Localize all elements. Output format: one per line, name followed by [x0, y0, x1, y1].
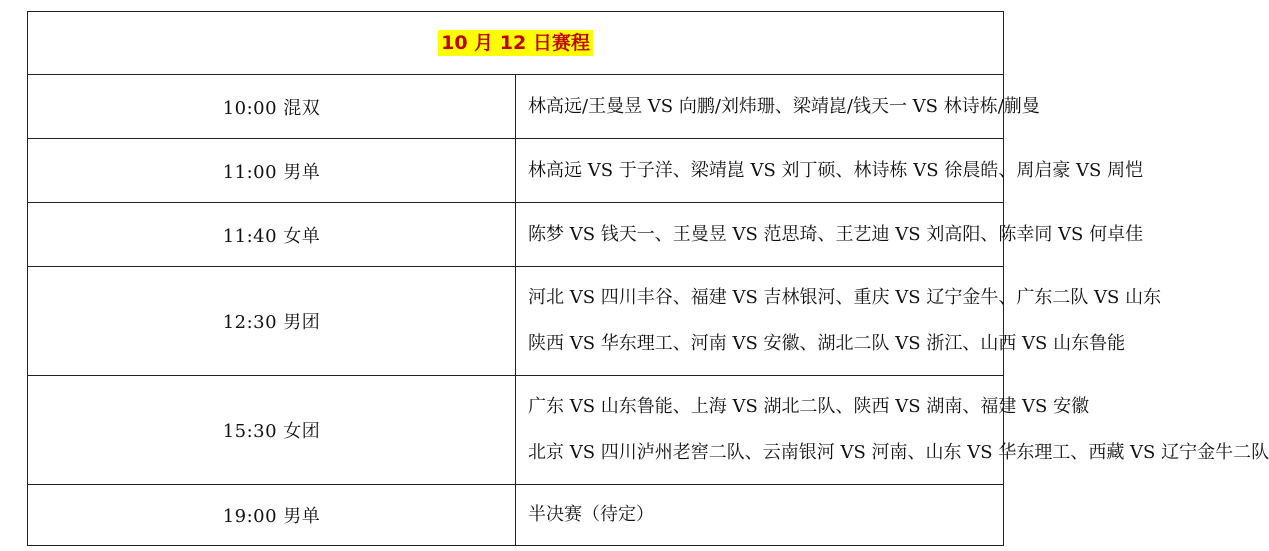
table-row — [28, 75, 1004, 139]
time-event-cell — [28, 485, 516, 546]
table-row — [28, 485, 1004, 546]
title-row — [28, 12, 1004, 75]
matches-cell — [516, 376, 1269, 485]
time-event-label: 10:00 混双 — [222, 97, 321, 119]
time-event-label: 11:00 男单 — [222, 161, 321, 183]
time-event-cell — [28, 203, 516, 267]
schedule-title: 10 月 12 日赛程 — [438, 30, 593, 56]
time-event-label: 12:30 男团 — [222, 312, 321, 333]
matches-cell — [516, 203, 1144, 267]
match-line: 半决赛（待定） — [528, 504, 654, 525]
time-event-cell — [28, 267, 516, 376]
match-line: 河北 VS 四川丰谷、福建 VS 吉林银河、重庆 VS 辽宁金牛、广东二队 VS 山东 — [528, 287, 1162, 308]
table-row — [28, 139, 1004, 203]
time-event-cell — [28, 75, 516, 139]
match-line: 林高远/王曼昱 VS 向鹏/刘炜珊、梁靖崑/钱天一 VS 林诗栋/蒯曼 — [528, 95, 1040, 117]
matches-cell — [516, 139, 1144, 203]
match-line: 陈梦 VS 钱天一、王曼昱 VS 范思琦、王艺迪 VS 刘高阳、陈幸同 VS 何卓佳 — [528, 223, 1144, 245]
match-line: 林高远 VS 于子洋、梁靖崑 VS 刘丁硕、林诗栋 VS 徐晨皓、周启豪 VS 周恺 — [528, 159, 1144, 181]
match-line: 北京 VS 四川泸州老窖二队、云南银河 VS 河南、山东 VS 华东理工、西藏 VS 辽宁金牛二队 — [528, 442, 1269, 463]
match-line: 广东 VS 山东鲁能、上海 VS 湖北二队、陕西 VS 湖南、福建 VS 安徽 — [528, 396, 1090, 417]
match-line: 陕西 VS 华东理工、河南 VS 安徽、湖北二队 VS 浙江、山西 VS 山东鲁能 — [528, 333, 1126, 354]
time-event-cell — [28, 376, 516, 485]
table-row — [28, 267, 1004, 376]
time-event-label: 19:00 男单 — [222, 506, 321, 527]
matches-cell — [516, 75, 1040, 139]
time-event-cell — [28, 139, 516, 203]
title-cell — [28, 12, 1004, 75]
schedule-table — [27, 11, 1269, 546]
matches-cell — [516, 485, 1004, 546]
time-event-label: 15:30 女团 — [222, 421, 321, 442]
table-row — [28, 203, 1004, 267]
time-event-label: 11:40 女单 — [222, 225, 321, 247]
table-row — [28, 376, 1004, 485]
matches-cell — [516, 267, 1162, 376]
